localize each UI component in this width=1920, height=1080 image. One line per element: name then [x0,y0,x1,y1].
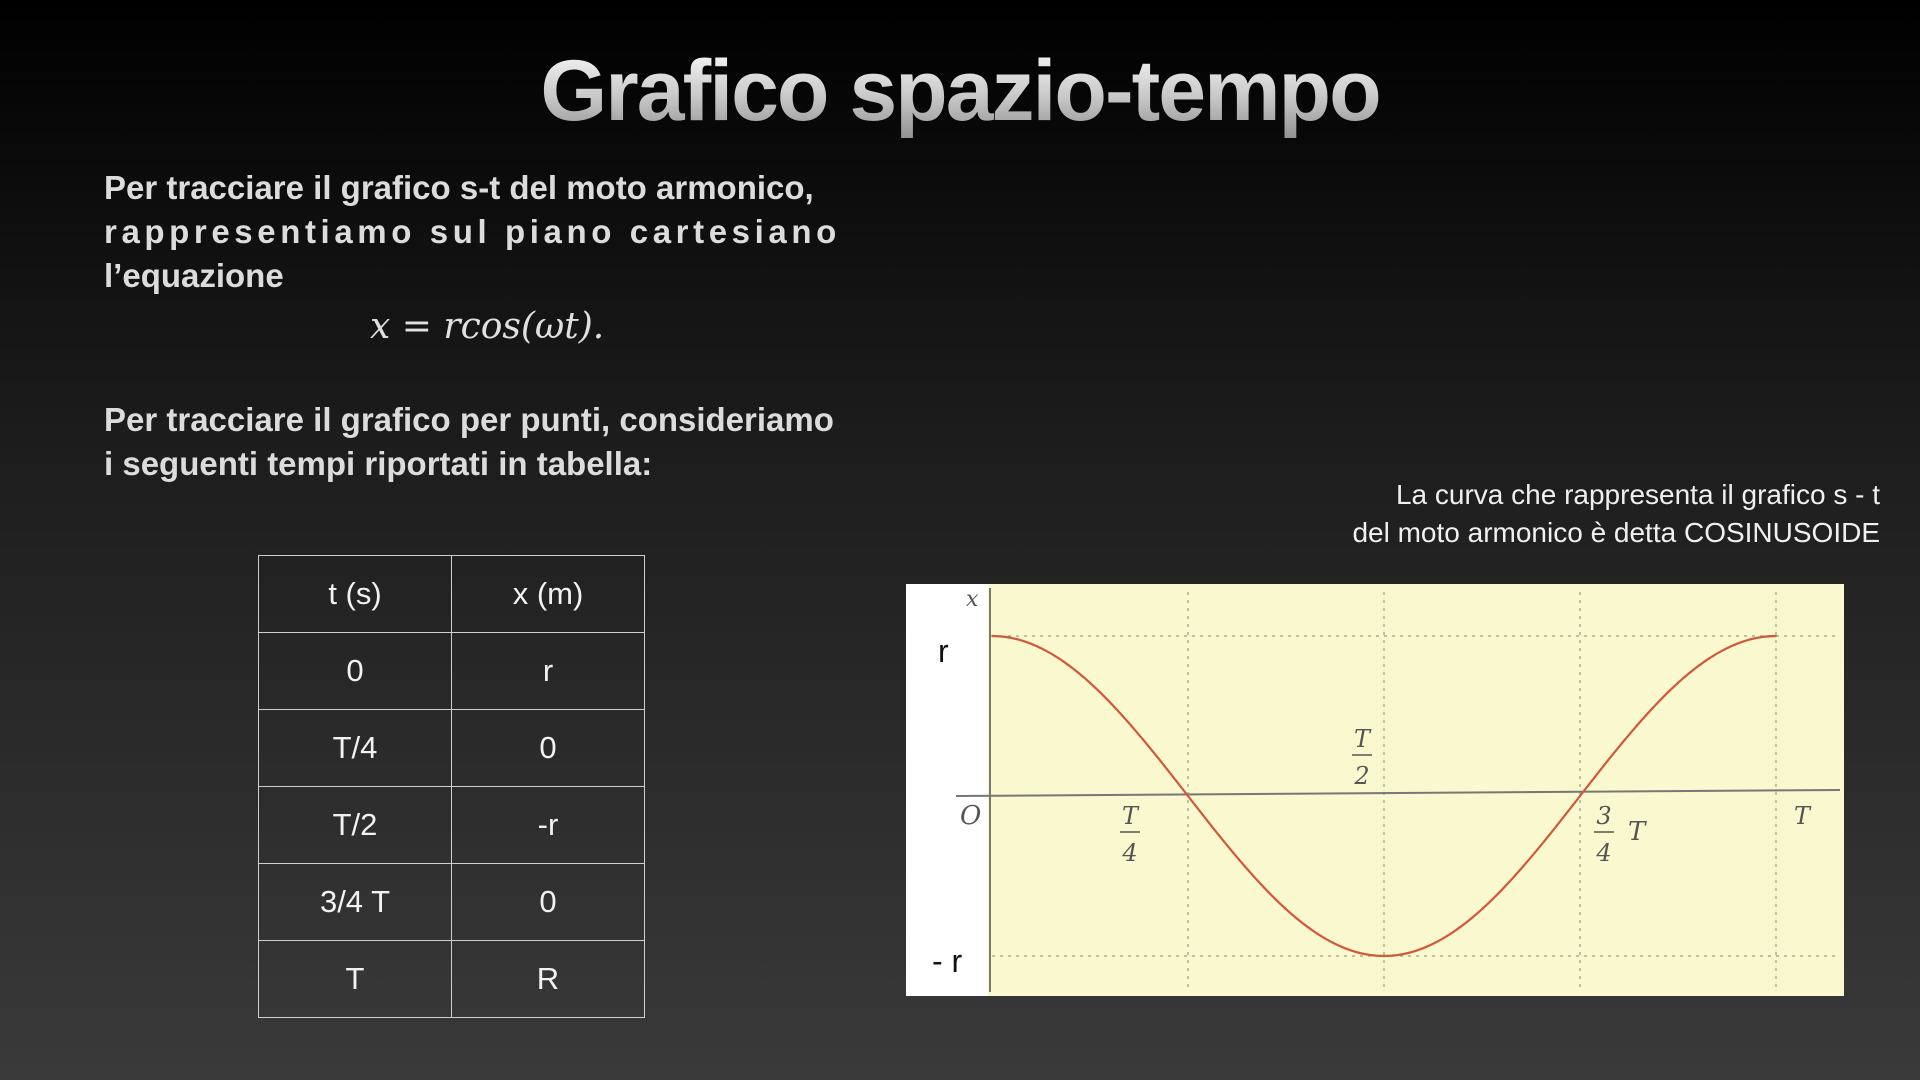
table-row [259,864,645,941]
three-quarter-suffix: T [1628,817,1646,847]
table-intro-line-2: i seguenti tempi riportati in tabella: [104,445,653,482]
cell-position: -r [452,787,645,864]
cosine-caption [1240,476,1880,552]
data-point [1285,908,1287,910]
header-time: t (s) [259,556,452,633]
header-position: x (m) [452,556,645,633]
minus-r-label: - r [932,943,963,979]
cell-time: T [259,941,452,1018]
table-header-row [259,556,645,633]
table-row [259,710,645,787]
half-period-num: T [1353,725,1371,753]
quarter-period-den: 4 [1122,839,1138,867]
data-point [1579,795,1581,797]
data-point [1481,908,1483,910]
quarter-period-num: T [1121,802,1139,830]
table-row [259,787,645,864]
y-axis-label: x [966,587,979,612]
half-period-den: 2 [1354,762,1370,790]
cell-position: 0 [452,864,645,941]
cell-time: T/4 [259,710,452,787]
data-point [1187,795,1189,797]
origin-label: O [960,801,982,831]
intro-line-2: rappresentiamo sul piano cartesiano [104,213,841,250]
cell-time: T/2 [259,787,452,864]
data-point [1383,955,1385,957]
equation: x = rcos(ωt). [370,306,605,347]
intro-paragraph [104,166,856,298]
table-row [259,941,645,1018]
table-intro-paragraph [104,398,864,486]
table-intro-line-1: Per tracciare il grafico per punti, consideriamo [104,401,834,438]
three-quarter-num: 3 [1596,802,1612,830]
x-axis-label: T [1794,802,1811,830]
cell-position: r [452,633,645,710]
caption-line-1: La curva che rappresenta il grafico s - t [1395,479,1880,510]
data-point [1677,682,1679,684]
cosine-graph [906,584,1844,996]
three-quarter-den: 4 [1596,839,1612,867]
values-table [258,555,645,1018]
caption-line-2: del moto armonico è detta COSINUSOIDE [1352,517,1880,548]
data-point [991,635,993,637]
graph-svg [906,584,1844,996]
table-row [259,633,645,710]
intro-line-3: l’equazione [104,257,284,294]
cell-time: 3/4 T [259,864,452,941]
slide-title: Grafico spazio-tempo [0,42,1920,141]
cell-position: 0 [452,710,645,787]
r-label: r [938,633,949,669]
data-point [1775,635,1777,637]
intro-line-1: Per tracciare il grafico s-t del moto armonico, [104,169,814,206]
cell-position: R [452,941,645,1018]
cell-time: 0 [259,633,452,710]
data-point [1089,682,1091,684]
